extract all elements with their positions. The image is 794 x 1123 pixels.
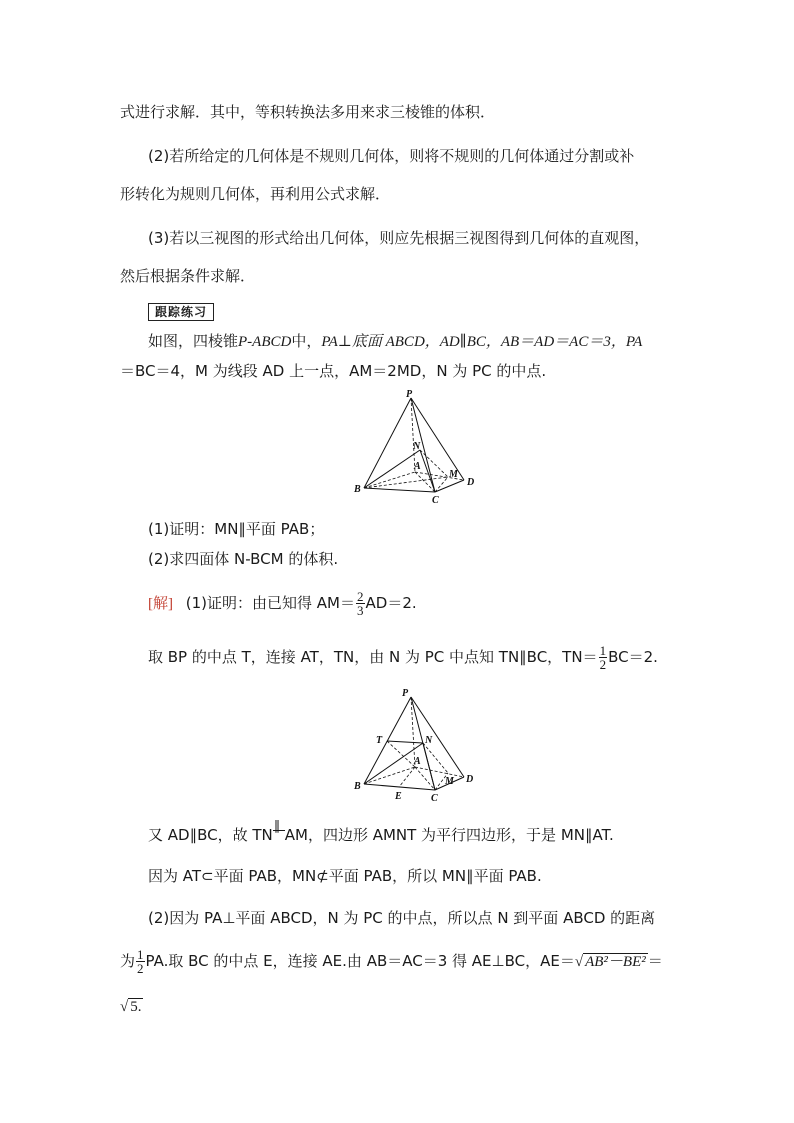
label-T: T bbox=[376, 735, 383, 746]
label-C: C bbox=[432, 495, 439, 506]
problem-line-2: ＝BC＝4，M 为线段 AD 上一点，AM＝2MD，N 为 PC 的中点. bbox=[120, 362, 547, 380]
solution-line-4: 因为 AT⊂平面 PAB，MN⊄平面 PAB，所以 MN∥平面 PAB. bbox=[148, 867, 542, 885]
label-P: P bbox=[402, 688, 409, 699]
fraction-numerator: 1 bbox=[137, 947, 144, 962]
fraction-denominator: 3 bbox=[357, 603, 364, 618]
label-N: N bbox=[413, 441, 421, 452]
text-line-2: (2)若所给定的几何体是不规则几何体，则将不规则的几何体通过分割或补 bbox=[148, 147, 635, 165]
fraction-one-half bbox=[599, 644, 608, 671]
problem-conditions: PA⊥底面 ABCD，AD∥BC，AB＝AD＝AC＝3，PA bbox=[321, 334, 643, 350]
solution-step-6a: 为 bbox=[120, 952, 136, 970]
label-C: C bbox=[431, 793, 438, 804]
solution-step-3b: AM，四边形 AMNT 为平行四边形，于是 MN∥AT. bbox=[284, 826, 614, 844]
text-line-4: (3)若以三视图的形式给出几何体，则应先根据三视图得到几何体的直观图， bbox=[148, 229, 650, 247]
solution-step-1-end: AD＝2. bbox=[365, 594, 417, 612]
question-2: (2)求四面体 N-BCM 的体积. bbox=[148, 550, 339, 568]
sqrt-radicand: AB²－BE² bbox=[585, 954, 646, 970]
label-A: A bbox=[414, 461, 421, 472]
solution-step-2-end: BC＝2. bbox=[608, 648, 658, 666]
fraction-numerator: 2 bbox=[357, 589, 364, 604]
label-M: M bbox=[449, 469, 458, 480]
label-D: D bbox=[466, 774, 474, 785]
sqrt-five: 5. bbox=[130, 999, 142, 1015]
solution-step-1: (1)证明：由已知得 AM＝ bbox=[185, 594, 356, 612]
problem-intro: 如图，四棱锥 bbox=[148, 332, 239, 350]
label-B: B bbox=[354, 484, 361, 495]
sqrt-sign: √ bbox=[574, 954, 584, 970]
solution-step-6d: ＝ bbox=[647, 952, 663, 970]
solution-line-6 bbox=[120, 948, 663, 975]
label-M: M bbox=[445, 776, 454, 787]
label-E: E bbox=[395, 791, 402, 802]
text-line-1: 式进行求解．其中，等积转换法多用来求三棱锥的体积． bbox=[120, 103, 496, 121]
problem-mid: 中， bbox=[291, 332, 322, 350]
pyramid-name: P-ABCD bbox=[238, 334, 292, 350]
fraction-numerator: 1 bbox=[599, 643, 607, 658]
label-N: N bbox=[425, 735, 433, 746]
text-line-5: 然后根据条件求解． bbox=[120, 267, 256, 285]
label-B: B bbox=[354, 781, 361, 792]
solution-line-3 bbox=[148, 818, 614, 845]
parallel-mark: ∥ bbox=[273, 818, 281, 833]
solution-line-5: (2)因为 PA⊥平面 ABCD，N 为 PC 的中点，所以点 N 到平面 ABCD 的距离 bbox=[148, 909, 656, 927]
follow-up-practice-tag: 跟踪练习 bbox=[148, 303, 214, 321]
solution-line-1 bbox=[148, 590, 417, 617]
solution-step-6b: PA.取 BC 的中点 E，连接 AE.由 AB＝AC＝3 得 AE⊥BC，AE＝ bbox=[145, 952, 575, 970]
fraction-two-thirds bbox=[356, 590, 365, 617]
fraction-denominator: 2 bbox=[137, 961, 144, 976]
question-1: (1)证明：MN∥平面 PAB； bbox=[148, 520, 325, 538]
problem-line-1 bbox=[148, 331, 642, 352]
label-P: P bbox=[406, 389, 413, 400]
label-A: A bbox=[414, 756, 421, 767]
solution-step-2: 取 BP 的中点 T，连接 AT，TN，由 N 为 PC 中点知 TN∥BC，TN＝ bbox=[148, 648, 598, 666]
solution-tag: [解] bbox=[148, 596, 173, 612]
text-line-3: 形转化为规则几何体，再利用公式求解． bbox=[120, 185, 391, 203]
label-D: D bbox=[467, 477, 475, 488]
fraction-one-half bbox=[136, 948, 145, 975]
solution-line-7 bbox=[120, 996, 143, 1017]
sqrt-sign: √ bbox=[120, 999, 129, 1015]
solution-step-3a: 又 AD∥BC，故 TN bbox=[148, 826, 273, 844]
solution-line-2 bbox=[148, 644, 658, 671]
pyramid-figure-2 bbox=[345, 687, 485, 809]
pyramid-figure-1 bbox=[345, 388, 485, 510]
parallel-equal-symbol bbox=[273, 818, 285, 845]
equal-bar bbox=[273, 830, 285, 831]
fraction-denominator: 2 bbox=[599, 657, 607, 672]
